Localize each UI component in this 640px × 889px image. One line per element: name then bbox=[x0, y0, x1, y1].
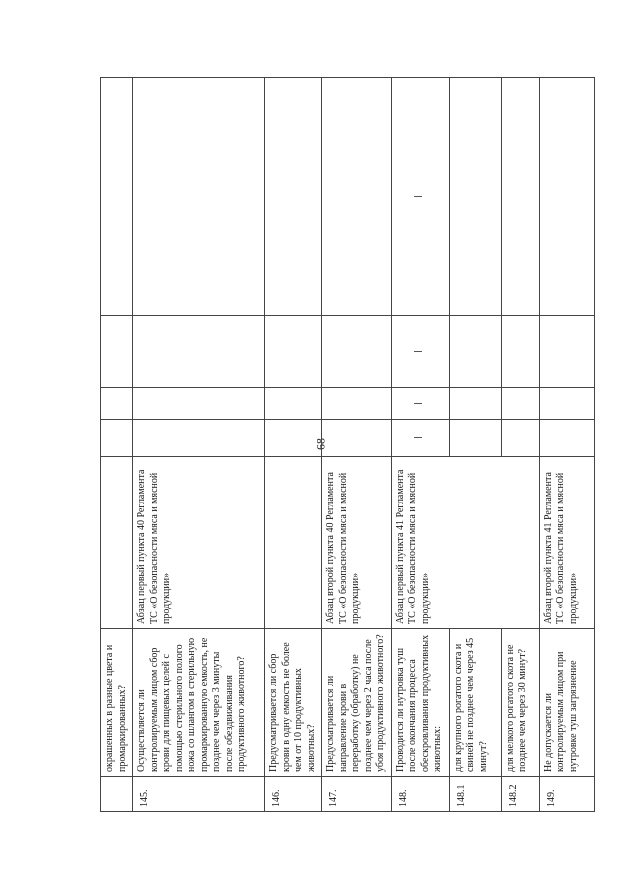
tick-mark bbox=[414, 351, 422, 352]
question-cell: Не допускается ли контролируемым лицом при нутровке туш загрязнение bbox=[539, 629, 594, 777]
table-row bbox=[265, 78, 322, 812]
number-cell: 148.1 bbox=[449, 777, 501, 812]
table-row bbox=[322, 78, 392, 812]
question-cell: для крупного рогатого скота и свиней не позднее чем через 45 минут? bbox=[449, 629, 501, 777]
page-number: 68 bbox=[313, 438, 328, 450]
checklist-table bbox=[100, 77, 595, 812]
question-cell: для мелкого рогатого скота не позднее чем через 30 минут? bbox=[501, 629, 539, 777]
number-cell: 149. bbox=[539, 777, 594, 812]
reference-cell: Абзац первый пункта 40 Регламента ТС «О безопасности мяса и мясной продукции» bbox=[133, 457, 265, 629]
number-cell: 147. bbox=[322, 777, 392, 812]
reference-cell: Абзац первый пункта 41 Регламента ТС «О безопасности мяса и мясной продукции» bbox=[391, 457, 539, 629]
question-cell: Предусматривается ли сбор крови в одну емкость не более чем от 10 продуктивных животных? bbox=[265, 629, 322, 777]
reference-cell: Абзац второй пункта 41 Регламента ТС «О безопасности мяса и мясной продукции» bbox=[539, 457, 594, 629]
table-row bbox=[501, 78, 539, 812]
reference-cell bbox=[101, 457, 133, 629]
tick-mark bbox=[414, 196, 422, 197]
tick-mark bbox=[414, 438, 422, 439]
question-cell: Предусматривается ли направление крови в переработку (обработку) не позднее чем через 2 часа после убоя продуктивного животного? bbox=[322, 629, 392, 777]
question-cell: Осуществляется ли контролируемым лицом сбор крови для пищевых целей с помощью стерильного полого ножа со шлангом в стерильную промаркированную емкость, не позднее чем через 3 минуты после обездвиживания продуктивного животного? bbox=[133, 629, 265, 777]
table-row bbox=[133, 78, 265, 812]
rotated-table-wrapper bbox=[100, 78, 585, 812]
question-cell: Проводится ли нутровка туш после окончания процесса обескровливания продуктивных животных: bbox=[391, 629, 449, 777]
number-cell: 145. bbox=[133, 777, 265, 812]
number-cell: 148. bbox=[391, 777, 449, 812]
table-row bbox=[449, 78, 501, 812]
question-cell: окрашенных в разные цвета и промаркированных? bbox=[101, 629, 133, 777]
number-cell: 148.2 bbox=[501, 777, 539, 812]
number-cell: 146. bbox=[265, 777, 322, 812]
table-row bbox=[539, 78, 594, 812]
reference-cell: Абзац второй пункта 40 Регламента ТС «О безопасности мяса и мясной продукции» bbox=[322, 457, 392, 629]
reference-cell bbox=[265, 457, 322, 629]
tick-mark bbox=[414, 403, 422, 404]
table-row bbox=[101, 78, 133, 812]
table-row bbox=[391, 78, 449, 812]
number-cell bbox=[101, 777, 133, 812]
